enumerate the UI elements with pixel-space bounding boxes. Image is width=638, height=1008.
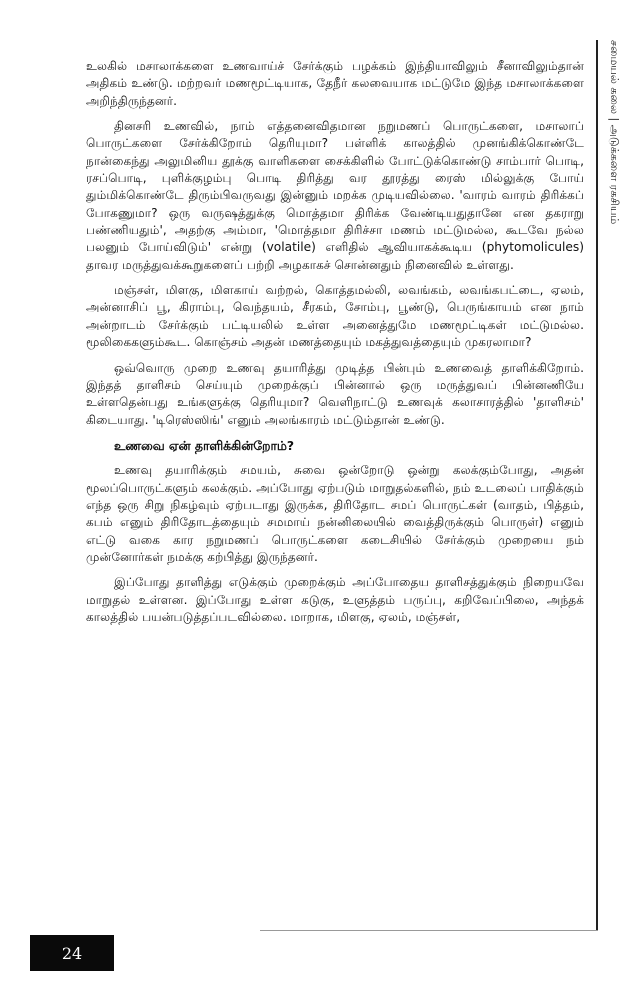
paragraph: மஞ்சள், மிளகு, மிளகாய் வற்றல், கொத்தமல்லி, லவங்கம், லவங்கபட்டை, ஏலம், அன்னாசிப் பூ, கிராம்பு, வெந்தயம், சீரகம், சோம்பு, பூண்டு, பெருங்காயம் என நாம் அன்றாடம் சேர்க்கும் பட்டியலில் உள்ள அனைத்துமே மணமூட்டிகள் மட்டுமல்ல. மூலிகைகளும்கூட. கொஞ்சம் அதன் மணத்தையும் மகத்துவத்தையும் முகரலாமா?: [86, 283, 584, 350]
paragraph: உலகில் மசாலாக்களை உணவாய்ச் சேர்க்கும் பழக்கம் இந்தியாவிலும் சீனாவிலும்தான் அதிகம் உண்டு. மற்றவர் மணமூட்டியாக, தேநீர் கலவையாக மட்டுமே இந்த மசாலாக்களை அறிந்திருந்தனர்.: [86, 59, 584, 108]
side-rule: [596, 40, 598, 930]
body-text: [86, 58, 584, 634]
paragraph: ஒவ்வொரு முறை உணவு தயாரித்து முடித்த பின்பும் உணவைத் தாளிக்கிறோம். இந்தத் தாளிசம் செய்யும் முறைக்குப் பின்னால் ஒரு மருத்துவப் பின்னணியே உள்ளதென்பது உங்களுக்கு தெரியுமா? வெளிநாட்டு உணவுக் கலாசாரத்தில் 'தாளிசம்' கிடையாது. 'டிரெஸ்ஸிங்' எனும் அலங்காரம் மட்டும்தான் உண்டு.: [86, 360, 584, 427]
footer-rule: [260, 930, 598, 931]
paragraph: இப்போது தாளித்து எடுக்கும் முறைக்கும் அப்போதைய தாளிசத்துக்கும் நிறையவே மாறுதல் உள்ளன. இப்போது உள்ள கடுகு, உளுத்தம் பருப்பு, கறிவேப்பிலை, அந்தக் காலத்தில் பயன்படுத்தப்படவில்லை. மாறாக, மிளகு, ஏலம், மஞ்சள்,: [86, 575, 584, 624]
paragraph: தினசரி உணவில், நாம் எத்தனைவிதமான நறுமணப் பொருட்களை, மசாலாப் பொருட்களை சேர்க்கிறோம் தெரியுமா? பள்ளிக் காலத்தில் முனங்கிக்கொண்டே நான்கைந்து அலுமினிய தூக்கு வாளிகளை சைக்கிளில் போட்டுக்கொண்டு சாம்பார் பொடி, ரசப்பொடி, புளிக்குழம்பு பொடி திரித்து வர தூரத்து ரைஸ் மில்லுக்கு போய் தும்மிக்கொண்டே திரும்பிவருவது இன்னும் மறக்க முடியவில்லை. 'வாரம் வாரம் திரிக்கப் போகணுமா? ஒரு வருஷத்துக்கு மொத்தமா திரிக்க வேண்டியதுதானே என தகராறு பண்ணியதும்', அதற்கு அம்மா, 'மொத்தமா திரிச்சா மணம் மட்டுமல்ல, கூடவே நல்ல பலனும் போய்விடும்' என்று (volatile) எளிதில் ஆவியாகக்கூடிய (phytomolicules) தாவர மருத்துவக்கூறுகளைப் பற்றி அழகாகச் சொன்னதும் நினைவில் உள்ளது.: [86, 119, 584, 272]
running-head: சமையல் கலை | அடுக்களை ரகசியம்: [608, 40, 621, 225]
paragraph: உணவு தயாரிக்கும் சமயம், சுவை ஒன்றோடு ஒன்று கலக்கும்போது, அதன் மூலப்பொருட்களும் கலக்கும். அப்போது ஏற்படும் மாறுதல்களில், நம் உடலைப் பாதிக்கும் எந்த ஒரு சிறு நிகழ்வும் ஏற்படாது இருக்க, திரிதோட சமப் பொருட்கள் (வாதம், பித்தம், கபம் எனும் திரிதோடத்தையும் சமமாய் நன்னிலையில் வைத்திருக்கும் பொருள்) எனும் எட்டு வகை கார நறுமணப் பொருட்களை கடைசியில் சேர்க்கும் முறையை நம் முன்னோர்கள் நமக்கு கற்பித்து இருந்தனர்.: [86, 463, 584, 564]
section-heading: உணவை ஏன் தாளிக்கின்றோம்?: [114, 437, 295, 453]
page-number: 24: [30, 935, 114, 971]
